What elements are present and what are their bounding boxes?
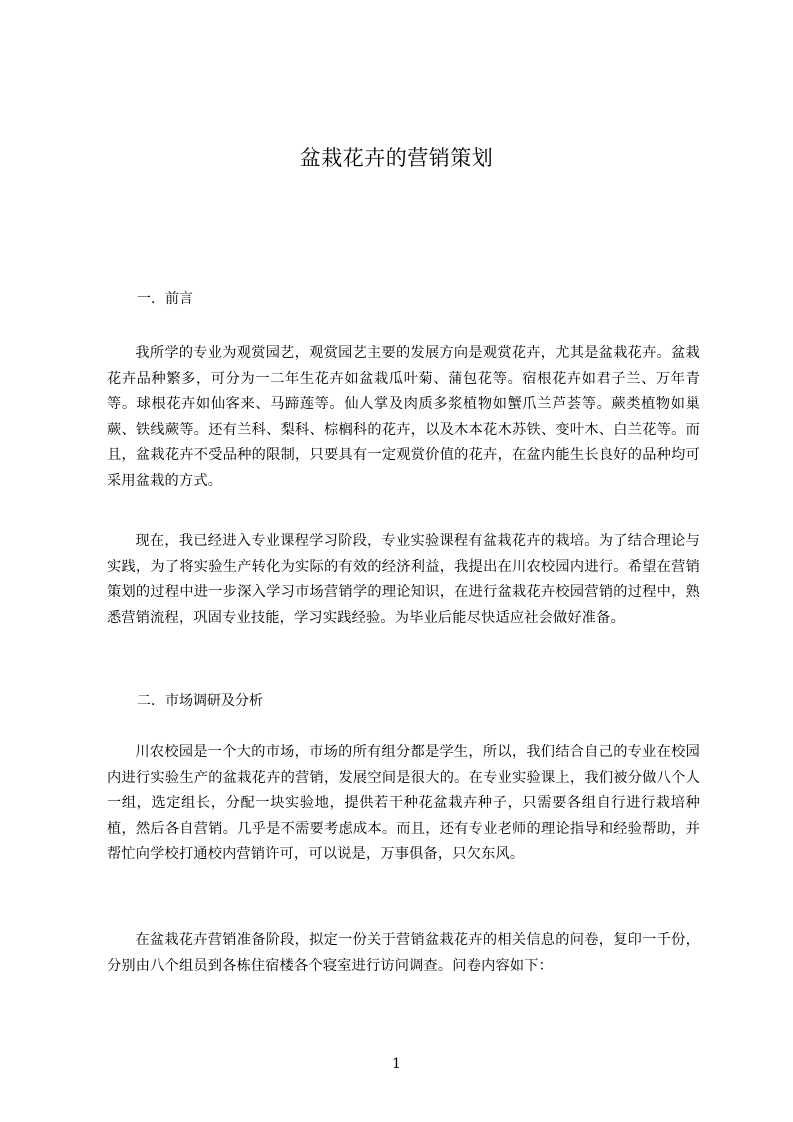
page-number: 1 (392, 1056, 401, 1072)
paragraph-preface-2: 现在，我已经进入专业课程学习阶段，专业实验课程有盆栽花卉的栽培。为了结合理论与实践，为了将实验生产转化为实际的有效的经济利益，我提出在川农校园内进行。希望在营销策划的过程中进一步深入学习市场营销学的理论知识，在进行盆栽花卉校园营销的过程中，熟悉营销流程，巩固专业技能，学习实践经验。为毕业后能尽快适应社会做好准备。 (107, 533, 700, 626)
section-heading-preface: 一．前言 (137, 291, 193, 307)
paragraph-market-research-1: 川农校园是一个大的市场，市场的所有组分都是学生，所以，我们结合自己的专业在校园内进行实验生产的盆栽花卉的营销，发展空间是很大的。在专业实验课上，我们被分做八个人一组，选定组长，分配一块实验地，提供若干种花盆栽卉种子，只需要各组自行进行栽培种植，然后各自营销。几乎是不需要考虑成本。而且，还有专业老师的理论指导和经验帮助，并帮忙向学校打通校内营销许可，可以说是，万事俱备，只欠东风。 (107, 744, 700, 863)
section-heading-market-research: 二．市场调研及分析 (137, 693, 263, 709)
paragraph-preface-1: 我所学的专业为观赏园艺，观赏园艺主要的发展方向是观赏花卉，尤其是盆栽花卉。盆栽花卉品种繁多，可分为一二年生花卉如盆栽瓜叶菊、蒲包花等。宿根花卉如君子兰、万年青等。球根花卉如仙客来、马蹄莲等。仙人掌及肉质多浆植物如蟹爪兰芦荟等。蕨类植物如巢蕨、铁线蕨等。还有兰科、梨科、棕榈科的花卉，以及木本花木苏铁、变叶木、白兰花等。而且，盆栽花卉不受品种的限制，只要具有一定观赏价值的花卉，在盆内能生长良好的品种均可采用盆栽的方式。 (107, 345, 700, 489)
paragraph-market-research-2: 在盆栽花卉营销准备阶段，拟定一份关于营销盆栽花卉的相关信息的问卷，复印一千份，分别由八个组员到各栋住宿楼各个寝室进行访问调查。问卷内容如下： (107, 932, 700, 974)
document-title: 盆栽花卉的营销策划 (299, 146, 494, 170)
